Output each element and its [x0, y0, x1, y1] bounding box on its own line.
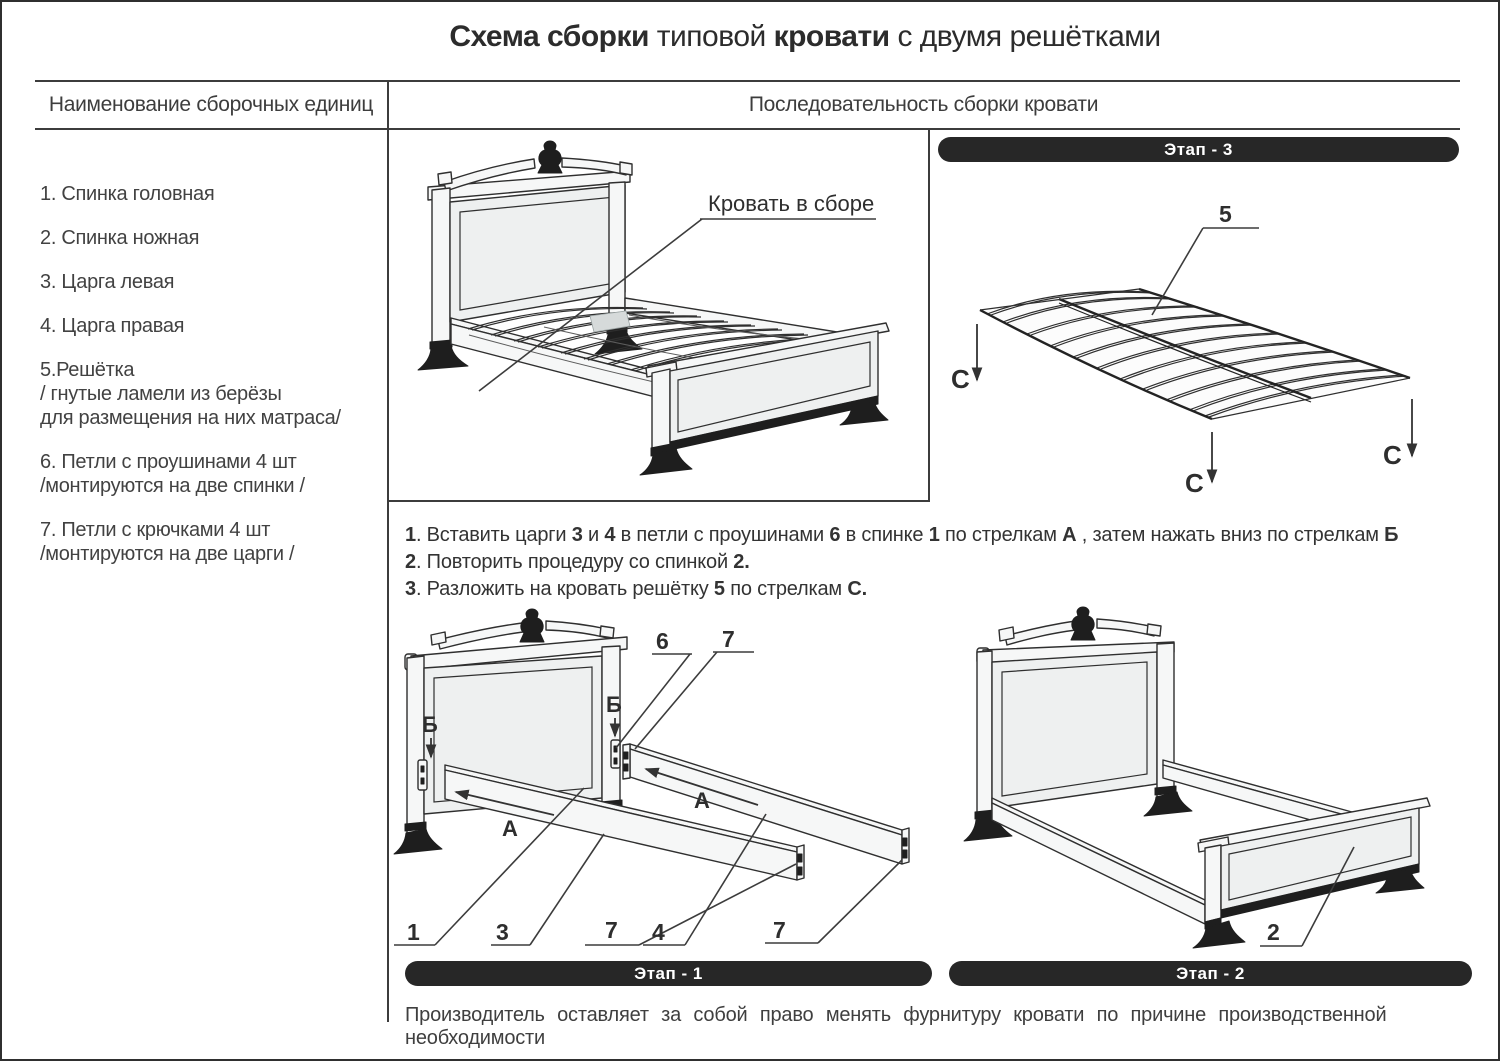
hook-plate: [624, 764, 628, 771]
callout-number-1: 1: [407, 919, 420, 945]
arrow-label-a: А: [502, 816, 518, 841]
arrow-label-c: С: [1383, 440, 1402, 470]
parts-list-item: [40, 270, 370, 294]
instruction-line: 3. Разложить на кровать решётку 5 по стрелкам С.: [405, 578, 867, 600]
bed-foot: [418, 346, 468, 370]
overview-bed-drawing: [394, 130, 926, 498]
callout-number-5: 5: [1219, 201, 1232, 227]
pediment-urn-ornament: [1071, 607, 1095, 640]
stage3-pill: Этап - 3: [938, 137, 1459, 162]
top-rule: [35, 80, 1460, 82]
parts-list: [40, 182, 370, 586]
page-title: Схема сборки типовой кровати с двумя решётками: [449, 20, 1161, 53]
overview-box-right-border: [928, 128, 930, 502]
part-line: 4. Царга правая: [40, 315, 185, 337]
parts-list-item: [40, 226, 370, 250]
bed-foot: [1193, 921, 1245, 948]
bed-foot: [394, 829, 442, 854]
callout-leader-7: [635, 652, 717, 749]
column-divider: [387, 80, 389, 1022]
callout-leader-7: [818, 860, 902, 943]
callout-number-4: 4: [652, 919, 665, 945]
stage1-drawing: [394, 602, 937, 960]
callout-number-3: 3: [496, 919, 509, 945]
callout-number-2: 2: [1267, 919, 1280, 945]
callout-number-7: 7: [773, 917, 786, 943]
bed-foot: [1144, 792, 1192, 816]
bed-foot: [640, 448, 692, 475]
right-column-header: Последовательность сборки кровати: [748, 93, 1099, 116]
part-line: 7. Петли с крючками 4 шт: [40, 519, 271, 541]
arrow-label-b: Б: [422, 712, 438, 737]
parts-list-item: [40, 314, 370, 338]
callout-number-7: 7: [722, 626, 735, 652]
overview-callout-label: Кровать в сборе: [708, 191, 875, 216]
parts-list-item: [40, 358, 370, 430]
part-line: 1. Спинка головная: [40, 183, 215, 205]
stage2-pill: Этап - 2: [949, 961, 1472, 986]
parts-list-item: [40, 450, 370, 498]
arrow-label-c: С: [1185, 468, 1204, 498]
stage1-pill: Этап - 1: [405, 961, 932, 986]
part-line: для размещения на них матраса/: [40, 407, 341, 429]
callout-leader-3: [530, 834, 604, 945]
hook-plate: [903, 838, 907, 846]
overview-box-bottom-border: [387, 500, 930, 502]
manufacturer-note: Производитель оставляет за собой право менять фурнитуру кровати по причине производственной необходимости: [405, 1004, 1387, 1049]
part-line: / гнутые ламели из берёзы: [40, 383, 282, 405]
hook-plate: [798, 854, 802, 862]
parts-list-item: [40, 518, 370, 566]
instruction-line: 2. Повторить процедуру со спинкой 2.: [405, 551, 750, 573]
assembly-instructions: [405, 522, 1485, 603]
arrow-label-c: С: [951, 364, 970, 394]
parts-list-item: [40, 182, 370, 206]
hook-plate: [903, 850, 907, 858]
pediment-urn-ornament: [538, 141, 562, 173]
callout-number-6: 6: [656, 628, 669, 654]
part-line: /монтируются на две царги /: [40, 543, 295, 565]
hook-plate: [798, 867, 802, 875]
instruction-line: 1. Вставить царги 3 и 4 в петли с проушинами 6 в спинке 1 по стрелкам А , затем нажать вниз по стрелкам Б: [405, 524, 1399, 546]
part-line: 6. Петли с проушинами 4 шт: [40, 451, 297, 473]
callout-leader-6: [616, 654, 690, 748]
stage3-slat-base-drawing: [937, 132, 1497, 512]
hook-plate: [624, 752, 628, 759]
arrow-label-a: А: [694, 788, 710, 813]
stage2-drawing: [947, 602, 1499, 960]
part-line: /монтируются на две спинки /: [40, 475, 305, 497]
part-line: 5.Решётка: [40, 359, 135, 381]
callout-number-7: 7: [605, 917, 618, 943]
part-line: 2. Спинка ножная: [40, 227, 200, 249]
left-column-header: Наименование сборочных единиц: [48, 93, 374, 116]
part-line: 3. Царга левая: [40, 271, 175, 293]
arrow-label-b: Б: [606, 692, 622, 717]
pediment-urn-ornament: [520, 609, 544, 642]
